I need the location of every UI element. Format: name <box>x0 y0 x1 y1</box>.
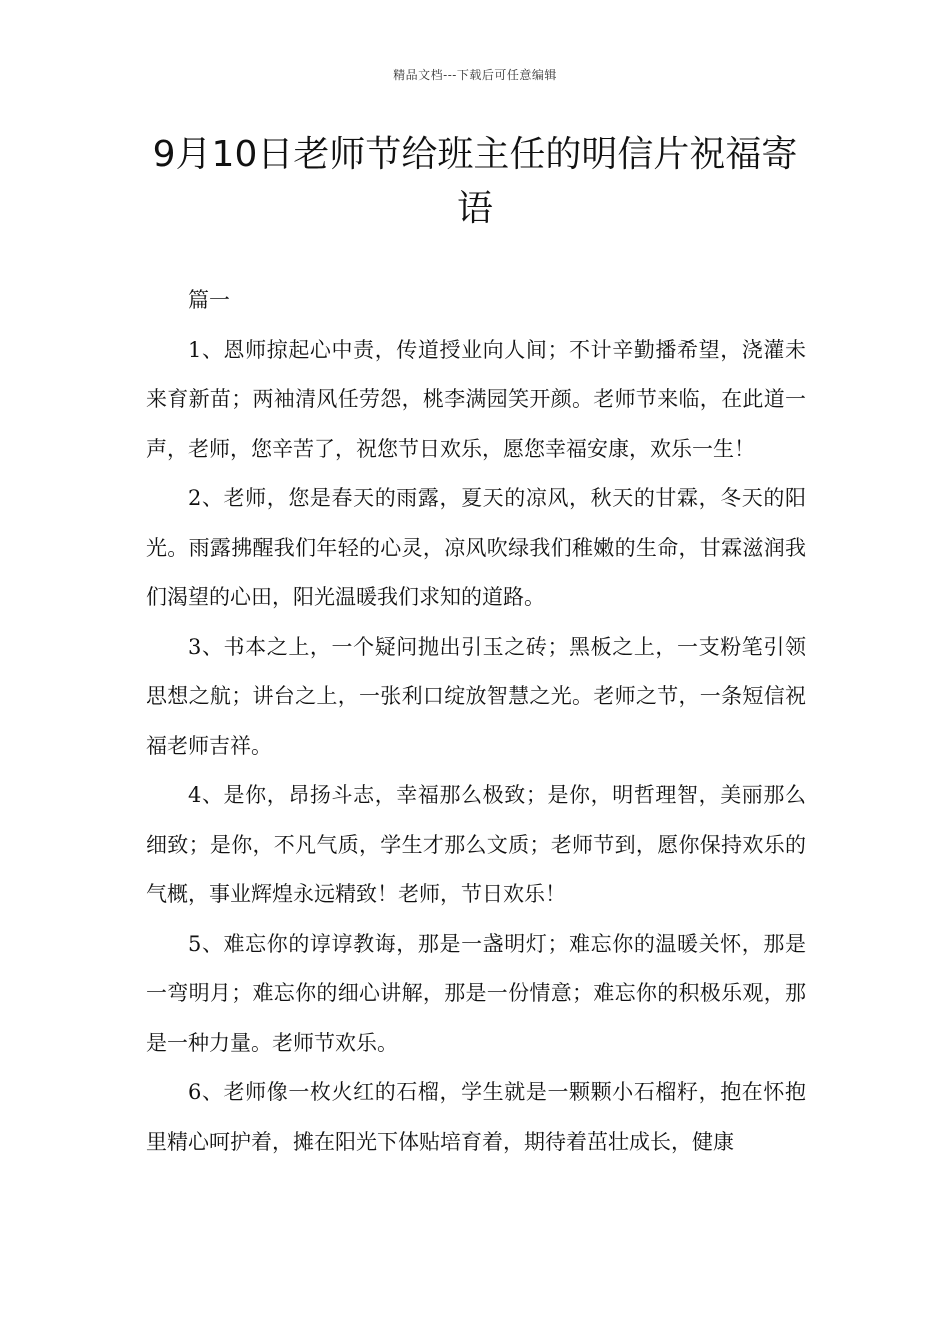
section-label: 篇一 <box>188 288 230 312</box>
paragraph-4: 4、是你，昂扬斗志，幸福那么极致；是你，明哲理智，美丽那么细致；是你，不凡气质，学生才那么文质；老师节到，愿你保持欢乐的气概，事业辉煌永远精致！老师，节日欢乐！ <box>146 783 806 906</box>
paragraph-5: 5、难忘你的谆谆教诲，那是一盏明灯；难忘你的温暖关怀，那是一弯明月；难忘你的细心讲解，那是一份情意；难忘你的积极乐观，那是一种力量。老师节欢乐。 <box>146 931 806 1055</box>
document-body <box>146 276 806 1167</box>
header-note: 精品文档---下载后可任意编辑 <box>393 68 557 82</box>
document-title: 9月10日老师节给班主任的明信片祝福寄语 <box>152 134 798 229</box>
paragraph-1: 1、恩师掠起心中责，传道授业向人间；不计辛勤播希望，浇灌未来育新苗；两袖清风任劳怨，桃李满园笑开颜。老师节来临，在此道一声，老师，您辛苦了，祝您节日欢乐，愿您幸福安康，欢乐一生！ <box>146 337 806 461</box>
paragraph-3: 3、书本之上，一个疑问抛出引玉之砖；黑板之上，一支粉笔引领思想之航；讲台之上，一张利口绽放智慧之光。老师之节，一条短信祝福老师吉祥。 <box>146 634 806 758</box>
paragraph-6: 6、老师像一枚火红的石榴，学生就是一颗颗小石榴籽，抱在怀抱里精心呵护着，摊在阳光下体贴培育着，期待着茁壮成长，健康 <box>146 1080 806 1154</box>
paragraph-2: 2、老师，您是春天的雨露，夏天的凉风，秋天的甘霖，冬天的阳光。雨露拂醒我们年轻的心灵，凉风吹绿我们稚嫩的生命，甘霖滋润我们渴望的心田，阳光温暖我们求知的道路。 <box>146 486 806 609</box>
